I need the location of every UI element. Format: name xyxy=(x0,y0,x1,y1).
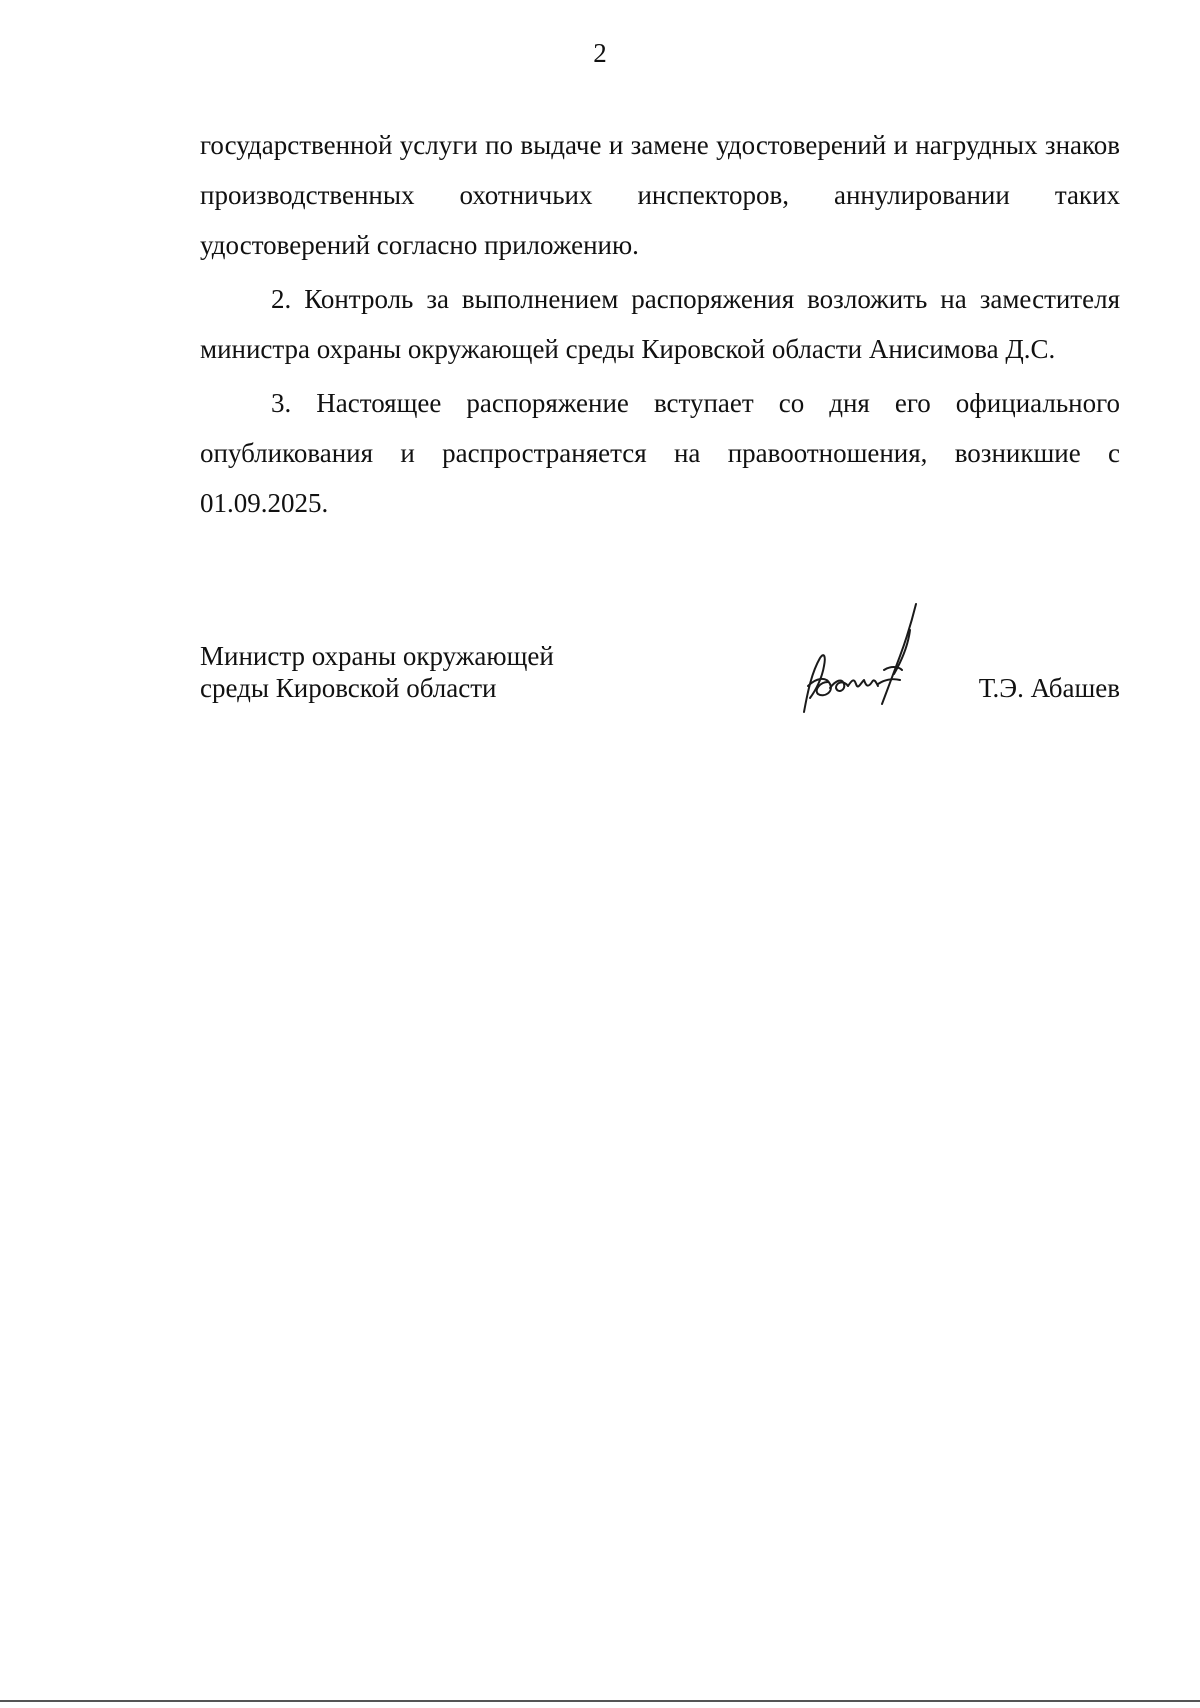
signatory-title-line-1: Министр охраны окружающей xyxy=(200,641,554,671)
signatory-title xyxy=(200,640,554,704)
handwritten-signature-icon xyxy=(790,600,930,720)
signature-block xyxy=(200,640,1120,730)
signatory-name: Т.Э. Абашев xyxy=(978,673,1120,703)
paragraph-continuation: государственной услуги по выдаче и замене удостоверений и нагрудных знаков производственных охотничьих инспекторов, аннулировании таких удостоверений согласно приложению. xyxy=(200,130,1120,260)
paragraph-item-3: 3. Настоящее распоряжение вступает со дня его официального опубликования и распространяется на правоотношения, возникшие с 01.09.2025. xyxy=(200,388,1120,518)
page-number: 2 xyxy=(593,38,607,68)
scan-bottom-edge xyxy=(0,1700,1200,1702)
signatory-title-line-2: среды Кировской области xyxy=(200,673,497,703)
document-body xyxy=(200,120,1120,532)
paragraph-item-2: 2. Контроль за выполнением распоряжения возложить на заместителя министра охраны окружающей среды Кировской области Анисимова Д.С. xyxy=(200,284,1120,364)
